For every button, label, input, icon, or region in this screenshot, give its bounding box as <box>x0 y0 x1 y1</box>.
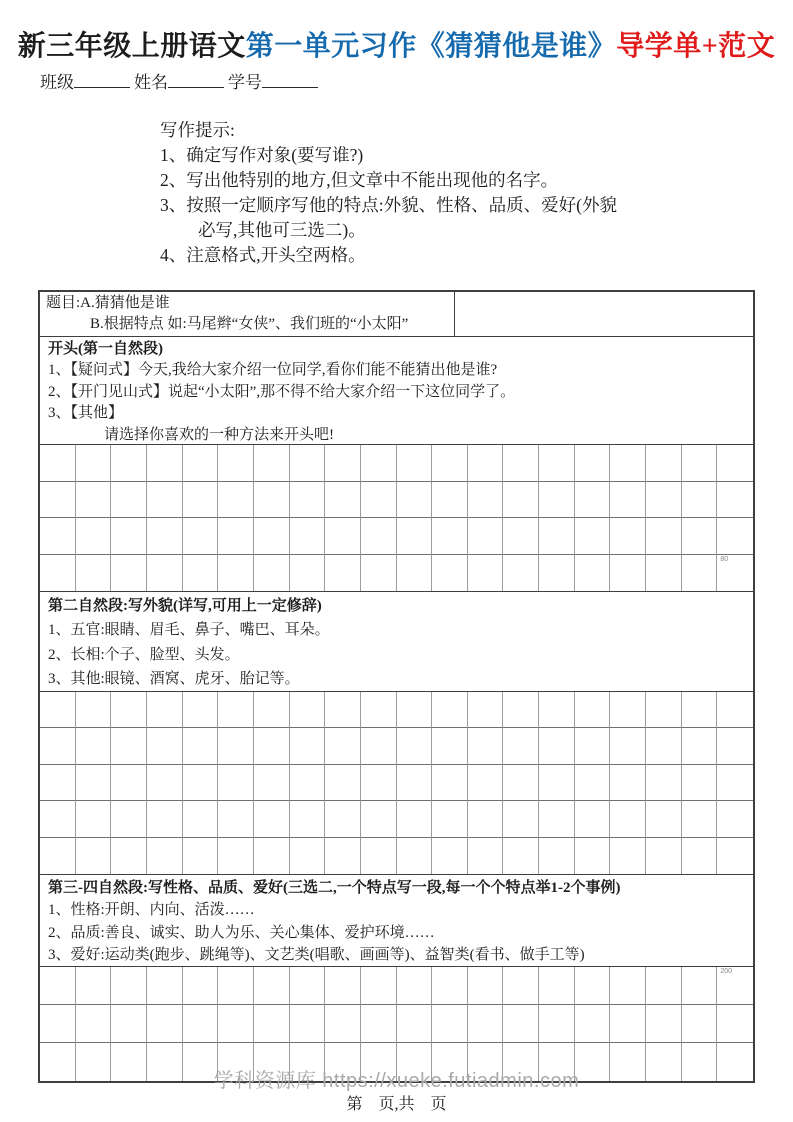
writing-cell <box>290 801 326 837</box>
writing-cell <box>397 765 433 801</box>
writing-cell <box>397 445 433 482</box>
writing-cell <box>717 967 753 1005</box>
writing-cell <box>76 765 112 801</box>
writing-cell <box>254 967 290 1005</box>
writing-cell <box>290 1005 326 1043</box>
writing-cell <box>111 555 147 592</box>
writing-cell <box>40 692 76 728</box>
writing-cell <box>717 765 753 801</box>
writing-tip-line-wrapped: 必写,其他可三选二)。 <box>198 220 366 240</box>
writing-cell <box>646 838 682 874</box>
writing-cell <box>468 967 504 1005</box>
writing-cell <box>432 482 468 519</box>
writing-cell <box>325 518 361 555</box>
writing-cell <box>397 555 433 592</box>
section-appearance <box>40 592 753 875</box>
writing-cell <box>717 1005 753 1043</box>
writing-cell <box>76 967 112 1005</box>
writing-cell <box>503 482 539 519</box>
writing-cell <box>539 518 575 555</box>
writing-cell <box>290 765 326 801</box>
section-hint-line: 1、【疑问式】今天,我给大家介绍一位同学,看你们能不能猜出他是谁? <box>48 362 498 379</box>
section-hint-line: 1、性格:开朗、内向、活泼…… <box>48 902 255 919</box>
writing-cell <box>218 838 254 874</box>
writing-cell <box>682 518 718 555</box>
writing-cell <box>610 555 646 592</box>
writing-cell <box>147 445 183 482</box>
writing-cell <box>432 765 468 801</box>
writing-cell <box>539 801 575 837</box>
writing-cell <box>539 555 575 592</box>
section-heading: 开头(第一自然段) <box>48 341 163 357</box>
writing-cell <box>432 728 468 764</box>
writing-cell <box>717 728 753 764</box>
writing-cell <box>325 838 361 874</box>
writing-cell <box>147 555 183 592</box>
writing-cell <box>682 692 718 728</box>
writing-cell <box>432 801 468 837</box>
writing-cell <box>468 692 504 728</box>
section-personality-hints <box>40 875 753 967</box>
writing-cell <box>717 445 753 482</box>
writing-cell <box>397 801 433 837</box>
writing-cell <box>40 555 76 592</box>
writing-cell <box>682 445 718 482</box>
topic-row <box>40 292 753 337</box>
section-opening <box>40 337 753 592</box>
writing-cell <box>682 801 718 837</box>
writing-cell <box>76 692 112 728</box>
writing-cell <box>397 692 433 728</box>
writing-cell <box>325 967 361 1005</box>
writing-cell <box>361 555 397 592</box>
writing-cell <box>147 967 183 1005</box>
writing-cell <box>183 692 219 728</box>
writing-cell <box>40 801 76 837</box>
writing-cell <box>40 728 76 764</box>
writing-cell <box>361 1005 397 1043</box>
writing-cell <box>111 967 147 1005</box>
writing-cell <box>218 728 254 764</box>
writing-tip-line: 3、按照一定顺序写他的特点:外貌、性格、品质、爱好(外貌 <box>160 195 617 215</box>
writing-cell <box>468 838 504 874</box>
writing-cell <box>218 967 254 1005</box>
writing-cell <box>183 1005 219 1043</box>
writing-cell <box>290 518 326 555</box>
writing-cell <box>646 482 682 519</box>
page-number-line: 第 页,共 页 <box>346 1096 447 1113</box>
writing-cell <box>40 482 76 519</box>
writing-cell <box>361 518 397 555</box>
class-blank-line <box>74 70 130 88</box>
writing-tip-line: 2、写出他特别的地方,但文章中不能出现他的名字。 <box>160 170 559 190</box>
writing-cell <box>40 838 76 874</box>
writing-cell <box>539 1005 575 1043</box>
writing-cell <box>218 765 254 801</box>
writing-cell <box>290 555 326 592</box>
writing-cell <box>397 482 433 519</box>
writing-cell <box>40 967 76 1005</box>
writing-cell <box>575 518 611 555</box>
section-hint-line: 3、其他:眼镜、酒窝、虎牙、胎记等。 <box>48 671 300 688</box>
writing-cell <box>575 967 611 1005</box>
writing-cell <box>254 801 290 837</box>
student-number-blank-line <box>262 70 318 88</box>
student-number-label: 学号 <box>228 73 262 92</box>
writing-cell <box>40 518 76 555</box>
section-appearance-hints <box>40 592 753 692</box>
writing-cell <box>682 728 718 764</box>
writing-cell <box>575 801 611 837</box>
writing-cell <box>503 555 539 592</box>
writing-cell <box>325 482 361 519</box>
writing-cell <box>717 482 753 519</box>
section-opening-hints <box>40 337 753 445</box>
writing-cell <box>575 838 611 874</box>
writing-cell <box>254 1005 290 1043</box>
writing-cell <box>646 518 682 555</box>
writing-cell <box>361 801 397 837</box>
writing-cell <box>432 838 468 874</box>
watermark-text: 学科资源库 https://xueke.futiadmin.com <box>213 1070 580 1092</box>
writing-cell <box>76 801 112 837</box>
writing-cell <box>610 967 646 1005</box>
section-hint-line: 2、长相:个子、脸型、头发。 <box>48 646 240 663</box>
writing-cell <box>682 555 718 592</box>
writing-cell <box>325 801 361 837</box>
writing-cell <box>397 967 433 1005</box>
writing-cell <box>610 838 646 874</box>
writing-cell <box>468 1005 504 1043</box>
writing-cell <box>503 1005 539 1043</box>
writing-cell <box>76 838 112 874</box>
writing-cell <box>397 838 433 874</box>
writing-cell <box>361 967 397 1005</box>
writing-cell <box>503 765 539 801</box>
writing-cell <box>325 445 361 482</box>
writing-cell <box>610 482 646 519</box>
writing-cell <box>468 801 504 837</box>
writing-cell <box>111 692 147 728</box>
writing-cell <box>147 765 183 801</box>
writing-cell <box>325 555 361 592</box>
writing-cell <box>646 728 682 764</box>
writing-cell <box>183 518 219 555</box>
writing-cell <box>183 967 219 1005</box>
writing-cell <box>646 692 682 728</box>
writing-cell <box>539 692 575 728</box>
writing-cell <box>575 445 611 482</box>
writing-cell <box>254 518 290 555</box>
writing-cell <box>432 1005 468 1043</box>
writing-cell <box>717 555 753 592</box>
writing-cell <box>218 1005 254 1043</box>
writing-cell <box>646 765 682 801</box>
writing-cell <box>361 445 397 482</box>
writing-cell <box>646 801 682 837</box>
writing-cell <box>468 555 504 592</box>
writing-cell <box>432 555 468 592</box>
writing-tip-line: 4、注意格式,开头空两格。 <box>160 245 366 265</box>
writing-cell <box>111 518 147 555</box>
writing-cell <box>503 518 539 555</box>
writing-cell <box>111 801 147 837</box>
writing-cell <box>432 518 468 555</box>
writing-cell <box>610 518 646 555</box>
writing-cell <box>40 1005 76 1043</box>
section-heading: 第三-四自然段:写性格、品质、爱好(三选二,一个特点写一段,每一个个特点举1-2个事例) <box>48 880 621 896</box>
writing-cell <box>254 482 290 519</box>
writing-cell <box>147 838 183 874</box>
writing-cell <box>147 728 183 764</box>
section-hint-line: 2、品质:善良、诚实、助人为乐、关心集体、爱护环境…… <box>48 924 435 941</box>
writing-cell <box>325 728 361 764</box>
writing-cell <box>397 728 433 764</box>
writing-cell <box>111 1005 147 1043</box>
writing-cell <box>575 555 611 592</box>
writing-cell <box>361 838 397 874</box>
writing-grid-opening <box>40 445 753 592</box>
writing-cell <box>646 967 682 1005</box>
writing-cell <box>147 801 183 837</box>
topic-empty-cell <box>455 292 753 336</box>
topic-option-a: 题目:A.猜猜他是谁 <box>46 295 170 311</box>
writing-cell <box>682 967 718 1005</box>
writing-cell <box>76 482 112 519</box>
writing-cell <box>682 1005 718 1043</box>
writing-cell <box>218 801 254 837</box>
section-personality <box>40 875 753 1081</box>
writing-cell <box>503 967 539 1005</box>
writing-tip-line: 1、确定写作对象(要写谁?) <box>160 145 364 165</box>
writing-cell <box>646 445 682 482</box>
writing-cell <box>575 692 611 728</box>
writing-cell <box>361 728 397 764</box>
writing-cell <box>575 482 611 519</box>
writing-cell <box>325 765 361 801</box>
writing-cell <box>539 482 575 519</box>
section-hint-line: 3、爱好:运动类(跑步、跳绳等)、文艺类(唱歌、画画等)、益智类(看书、做手工等) <box>48 947 585 964</box>
writing-cell <box>682 765 718 801</box>
writing-cell <box>539 967 575 1005</box>
writing-cell <box>254 555 290 592</box>
writing-cell <box>183 838 219 874</box>
writing-cell <box>111 445 147 482</box>
writing-cell <box>290 692 326 728</box>
writing-cell <box>290 728 326 764</box>
writing-cell <box>290 967 326 1005</box>
title-part-red: 导学单+范文 <box>616 31 776 62</box>
writing-cell <box>468 445 504 482</box>
writing-cell <box>717 838 753 874</box>
writing-cell <box>468 518 504 555</box>
writing-cell <box>183 445 219 482</box>
writing-cell <box>147 692 183 728</box>
writing-cell <box>468 728 504 764</box>
writing-cell <box>290 838 326 874</box>
writing-tips-heading: 写作提示: <box>160 120 235 140</box>
writing-cell <box>111 728 147 764</box>
title-part-black: 新三年级上册语文 <box>17 31 246 62</box>
page-title <box>0 24 793 64</box>
writing-cell <box>682 838 718 874</box>
writing-cell <box>468 765 504 801</box>
writing-cell <box>76 555 112 592</box>
writing-cell <box>325 1005 361 1043</box>
writing-cell <box>610 692 646 728</box>
word-count-marker: 200 <box>720 968 733 975</box>
writing-cell <box>147 482 183 519</box>
writing-cell <box>575 728 611 764</box>
writing-cell <box>183 728 219 764</box>
writing-cell <box>218 555 254 592</box>
writing-cell <box>76 728 112 764</box>
writing-cell <box>111 482 147 519</box>
writing-cell <box>254 838 290 874</box>
writing-cell <box>40 765 76 801</box>
writing-cell <box>503 445 539 482</box>
writing-cell <box>432 967 468 1005</box>
class-label: 班级 <box>40 73 74 92</box>
name-blank-line <box>168 70 224 88</box>
writing-cell <box>147 1005 183 1043</box>
writing-cell <box>717 692 753 728</box>
writing-grid-appearance <box>40 692 753 875</box>
writing-cell <box>610 801 646 837</box>
writing-cell <box>397 1005 433 1043</box>
writing-cell <box>218 518 254 555</box>
section-hint-line: 3、【其他】 <box>48 405 124 422</box>
title-part-blue: 第一单元习作《猜猜他是谁》 <box>245 31 617 62</box>
writing-cell <box>646 555 682 592</box>
section-hint-line: 2、【开门见山式】说起“小太阳”,那不得不给大家介绍一下这位同学了。 <box>48 383 516 400</box>
writing-cell <box>254 765 290 801</box>
writing-cell <box>218 692 254 728</box>
writing-cell <box>254 728 290 764</box>
topic-cell <box>40 292 455 336</box>
section-heading: 第二自然段:写外貌(详写,可用上一定修辞) <box>48 598 322 614</box>
writing-cell <box>218 482 254 519</box>
writing-cell <box>610 765 646 801</box>
writing-cell <box>717 518 753 555</box>
section-hint-line: 请选择你喜欢的一种方法来开头吧! <box>104 426 334 443</box>
writing-cell <box>290 482 326 519</box>
writing-cell <box>76 445 112 482</box>
writing-cell <box>76 518 112 555</box>
writing-cell <box>539 445 575 482</box>
writing-cell <box>111 838 147 874</box>
writing-cell <box>183 801 219 837</box>
writing-cell <box>361 765 397 801</box>
writing-cell <box>503 801 539 837</box>
writing-cell <box>503 728 539 764</box>
writing-cell <box>575 765 611 801</box>
writing-cell <box>503 838 539 874</box>
writing-cell <box>432 445 468 482</box>
student-info-line <box>40 68 322 93</box>
writing-cell <box>610 728 646 764</box>
writing-cell <box>468 482 504 519</box>
writing-cell <box>325 692 361 728</box>
writing-tips-block <box>160 118 617 268</box>
writing-cell <box>254 692 290 728</box>
writing-cell <box>361 482 397 519</box>
writing-cell <box>290 445 326 482</box>
writing-cell <box>111 765 147 801</box>
writing-cell <box>361 692 397 728</box>
writing-cell <box>147 518 183 555</box>
writing-cell <box>610 445 646 482</box>
writing-cell <box>610 1005 646 1043</box>
topic-option-b: B.根据特点 如:马尾辫“女侠”、我们班的“小太阳” <box>90 316 409 332</box>
writing-cell <box>539 765 575 801</box>
section-hint-line: 1、五官:眼睛、眉毛、鼻子、嘴巴、耳朵。 <box>48 622 330 639</box>
writing-cell <box>183 482 219 519</box>
word-count-marker: 80 <box>720 555 729 563</box>
writing-cell <box>717 801 753 837</box>
writing-cell <box>218 445 254 482</box>
writing-cell <box>503 692 539 728</box>
writing-cell <box>397 518 433 555</box>
writing-cell <box>254 445 290 482</box>
writing-cell <box>40 445 76 482</box>
writing-cell <box>646 1005 682 1043</box>
writing-cell <box>575 1005 611 1043</box>
name-label: 姓名 <box>134 73 168 92</box>
writing-cell <box>76 1005 112 1043</box>
writing-cell <box>183 555 219 592</box>
writing-cell <box>539 728 575 764</box>
worksheet-table <box>38 290 755 1083</box>
writing-cell <box>682 482 718 519</box>
writing-cell <box>539 838 575 874</box>
writing-cell <box>432 692 468 728</box>
writing-cell <box>183 765 219 801</box>
